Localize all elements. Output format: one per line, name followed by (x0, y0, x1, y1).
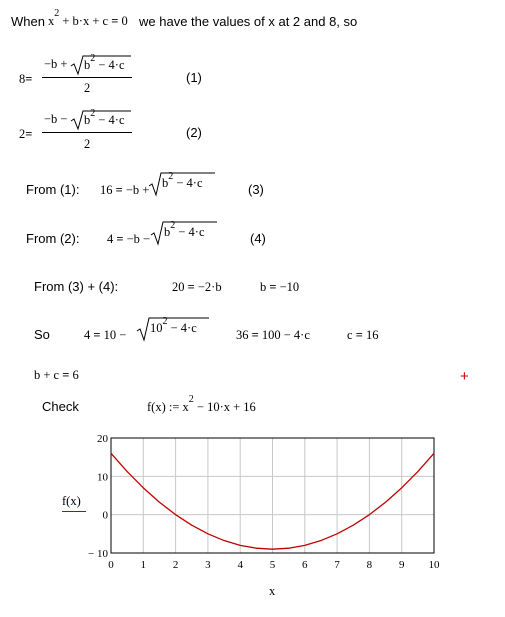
from2-eq: = (116, 232, 124, 246)
x-tick-label: 7 (334, 559, 340, 571)
x-tick-label: 10 (428, 559, 440, 571)
eq1-lhs-val: 8 (19, 72, 26, 86)
x-tick-label: 0 (108, 559, 114, 571)
eq1-eq: = (25, 72, 33, 86)
so-c-eq: = (355, 328, 363, 342)
from34-lhs: 20 (172, 280, 185, 294)
from1-rad-b: b (162, 176, 169, 190)
from2-rad-tail: − 4·c (178, 225, 205, 239)
intro-when: When (11, 14, 45, 29)
intro-zero: 0 (121, 14, 128, 28)
so-e1-eq: = (93, 328, 101, 342)
plot-grid (111, 438, 434, 553)
eq2-lhs-val: 2 (19, 127, 26, 141)
eq2-rad-b: b (84, 113, 91, 127)
y-axis-label: f(x) (62, 494, 81, 508)
x-tick-label: 8 (366, 559, 373, 571)
so-e1-left: 10 − (103, 328, 127, 342)
y-tick-label: 20 (97, 433, 108, 445)
intro-text: we have the values of x at 2 and 8, so (139, 14, 358, 29)
x-tick-label: 1 (140, 559, 147, 571)
so-rad-tail: − 4·c (170, 321, 197, 335)
intro-x: x (48, 14, 55, 28)
eq1-tag: (1) (186, 70, 202, 85)
from2-rad-b: b (164, 225, 171, 239)
x-tick-label: 3 (205, 559, 211, 571)
from34-rhs: −2·b (197, 280, 222, 294)
check-def: f(x) := x (147, 400, 189, 414)
x-tick-label: 9 (398, 559, 405, 571)
x-tick-label: 5 (269, 559, 276, 571)
from1-rad-sq: 2 (168, 171, 174, 182)
so-label: So (34, 327, 50, 342)
from34-eq: = (187, 280, 195, 294)
from2-rhs-left: −b − (126, 232, 151, 246)
sum-expr: b + c (34, 368, 60, 382)
so-e2-eq: = (251, 328, 259, 342)
y-tick-label: 10 (97, 471, 108, 484)
from1-label: From (1): (26, 182, 80, 197)
so-rad-sq: 2 (162, 316, 168, 327)
plot-ticks (88, 433, 440, 571)
eq1-numerator-left: −b + (44, 57, 68, 71)
check-sq: 2 (188, 394, 194, 405)
eq2-eq: = (25, 127, 33, 141)
from1-rhs-left: −b + (125, 183, 150, 197)
x-tick-label: 6 (302, 559, 308, 571)
y-tick-label: 0 (102, 509, 108, 522)
check-tail: − 10·x + 16 (196, 400, 256, 414)
eq2-numerator-left: −b − (44, 112, 68, 126)
from2-label: From (2): (26, 231, 80, 246)
eq2-rad-tail: − 4·c (98, 113, 125, 127)
so-e1-lhs: 4 (84, 328, 91, 342)
eq1-rad-b: b (84, 58, 91, 72)
from34-b-lhs: b (260, 280, 267, 294)
sum-eq: = (62, 368, 70, 382)
x-axis-label: x (269, 584, 276, 598)
x-tick-label: 2 (172, 559, 179, 571)
check-label: Check (42, 399, 79, 414)
from1-lhs: 16 (100, 183, 113, 197)
from2-tag: (4) (250, 231, 266, 246)
eq2-denominator: 2 (84, 137, 91, 151)
so-c-lhs: c (347, 328, 353, 342)
from34-b-rhs: −10 (279, 280, 300, 294)
intro-tail: + b·x + c (62, 14, 109, 28)
from1-tag: (3) (248, 182, 264, 197)
so-c-rhs: 16 (365, 328, 379, 342)
eq1-denominator: 2 (84, 81, 91, 95)
from34-label: From (3) + (4): (34, 279, 119, 294)
eq1-rad-sq: 2 (90, 53, 96, 64)
eq1-rad-tail: − 4·c (98, 58, 125, 72)
from2-rad-sq: 2 (170, 220, 176, 231)
eq2-tag: (2) (186, 125, 202, 140)
y-tick-label: − 10 (88, 548, 108, 560)
intro-eq: = (111, 14, 119, 28)
intro-sq: 2 (54, 8, 60, 19)
from1-rad-tail: − 4·c (176, 176, 203, 190)
so-rad-base: 10 (150, 321, 163, 335)
sum-val: 6 (72, 368, 79, 382)
x-tick-label: 4 (237, 559, 243, 571)
so-e2-rhs: 100 − 4·c (261, 328, 310, 342)
from2-lhs: 4 (107, 232, 114, 246)
eq2-rad-sq: 2 (90, 108, 96, 119)
from1-eq: = (115, 183, 123, 197)
insertion-crosshair[interactable]: + (460, 368, 469, 385)
so-e2-lhs: 36 (236, 328, 249, 342)
from34-b-eq: = (269, 280, 277, 294)
y-axis-legend-line (62, 511, 86, 512)
